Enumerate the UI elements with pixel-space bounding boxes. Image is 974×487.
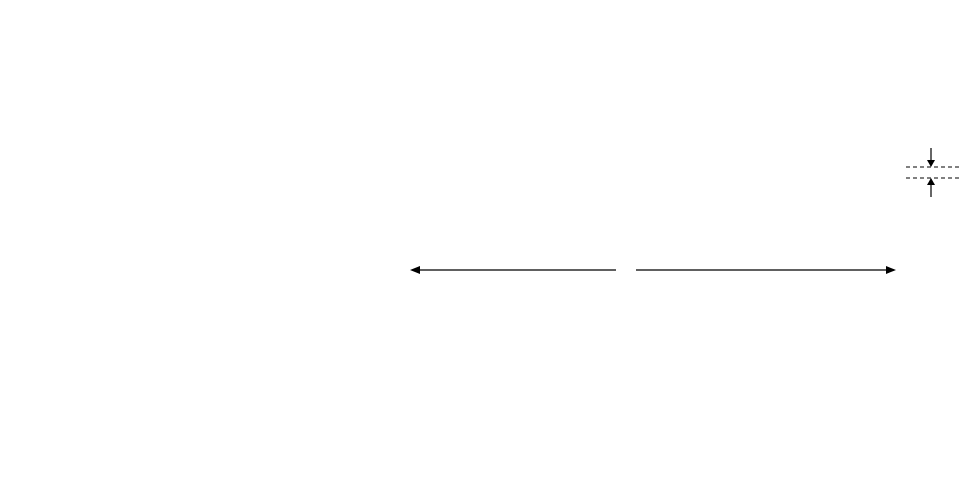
arrow-right-icon bbox=[886, 266, 896, 274]
height-dimension bbox=[906, 148, 962, 197]
arrow-left-icon bbox=[410, 266, 420, 274]
length-dimension bbox=[410, 266, 896, 274]
arrow-down-icon bbox=[927, 160, 935, 167]
arrow-up-icon bbox=[927, 178, 935, 185]
